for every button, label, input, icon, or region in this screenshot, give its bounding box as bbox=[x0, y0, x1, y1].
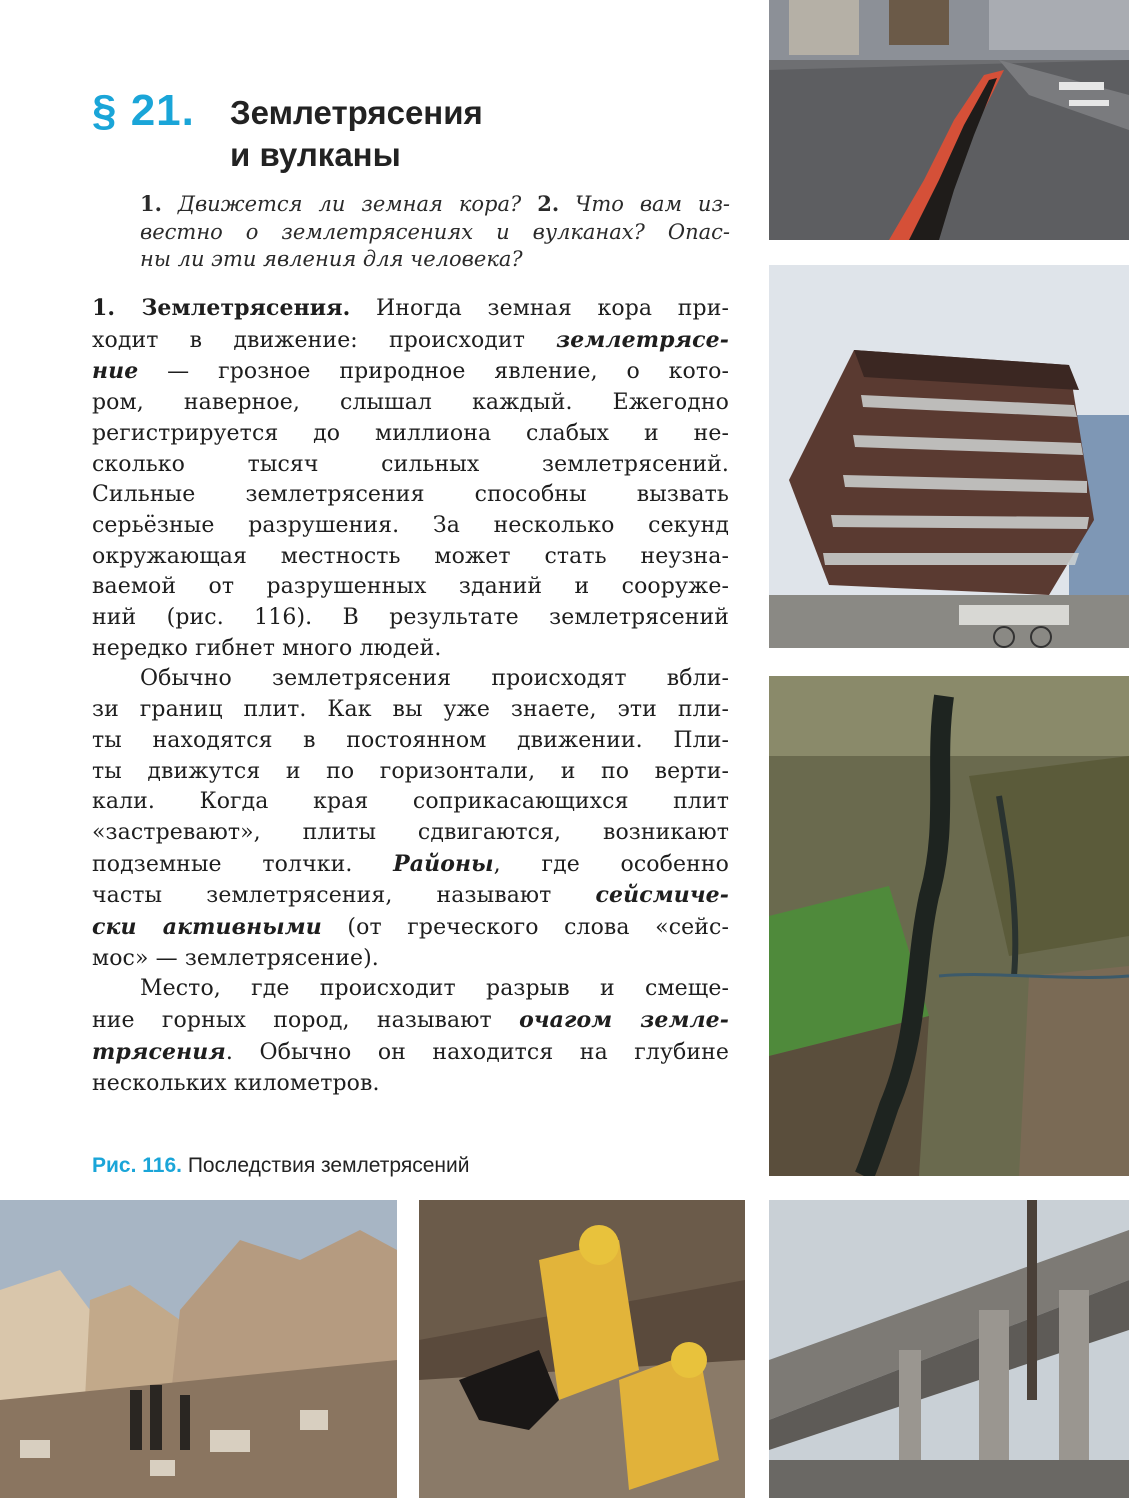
term-earthquake: землетрясе- bbox=[556, 326, 729, 353]
text-line bbox=[92, 293, 729, 325]
text-line: «застревают», плиты сдвигаются, возникают bbox=[92, 819, 729, 845]
text-line: Сильные землетрясения способны вызвать bbox=[92, 482, 729, 508]
section-heading: 1. Землетрясения. bbox=[92, 295, 351, 321]
questions-line-1 bbox=[140, 190, 730, 219]
figure-caption bbox=[92, 1154, 469, 1178]
text-line: сколько тысяч сильных землетрясений. bbox=[92, 451, 729, 477]
text-line: регистрируется до миллиона слабых и не- bbox=[92, 420, 729, 446]
text-line: нередко гибнет много людей. bbox=[92, 635, 442, 661]
intro-questions bbox=[140, 190, 730, 274]
term-earthquake-end: ние bbox=[92, 358, 139, 385]
term-seismic-end: ски активными bbox=[92, 914, 322, 941]
text-fragment: (от греческого слова «сейс- bbox=[321, 915, 729, 941]
text-line: Место, где происходит разрыв и смеще- bbox=[140, 976, 729, 1002]
question-1-text: Движется ли земная кора? bbox=[177, 192, 522, 216]
text-line: окружающая местность может стать неузна- bbox=[92, 543, 729, 569]
text-line: ром, наверное, слышал каждый. Ежегодно bbox=[92, 390, 729, 416]
question-2-number: 2. bbox=[537, 191, 560, 216]
text-fragment: , где особенно bbox=[493, 851, 729, 877]
text-fragment: — грозное природное явление, о кото- bbox=[138, 359, 729, 385]
photo-cracked-road bbox=[769, 0, 1129, 240]
text-fragment: ние горных пород, называют bbox=[92, 1008, 520, 1034]
text-line: ты движутся и по горизонтали, и по верти- bbox=[92, 758, 729, 784]
paragraph-number: § 21. bbox=[92, 86, 195, 135]
text-line: ты находятся в постоянном движении. Пли- bbox=[92, 727, 729, 753]
title-line-2: и вулканы bbox=[230, 136, 401, 173]
title-line-1: Землетрясения bbox=[230, 94, 483, 131]
text-line: нескольких километров. bbox=[92, 1070, 380, 1096]
term-focus-end: трясения bbox=[92, 1038, 226, 1065]
main-text bbox=[92, 293, 729, 1099]
text-line: ваемой от разрушенных зданий и сооруже- bbox=[92, 574, 729, 600]
text-line: Обычно землетрясения происходят вбли- bbox=[140, 666, 729, 692]
page-title bbox=[230, 92, 483, 176]
figure-label: Рис. 116. bbox=[92, 1154, 182, 1177]
photo-rescuers bbox=[419, 1200, 745, 1498]
photo-ruined-town bbox=[0, 1200, 397, 1498]
text-line: кали. Когда края соприкасающихся плит bbox=[92, 789, 729, 815]
text-fragment: . Обычно он находится на глубине bbox=[225, 1039, 729, 1065]
photo-collapsed-highway bbox=[769, 1200, 1129, 1498]
figure-caption-text: Последствия землетрясений bbox=[187, 1154, 470, 1177]
questions-line-3: ны ли эти явления для человека? bbox=[140, 247, 523, 271]
text-line bbox=[92, 356, 729, 388]
text-line: мос» — землетрясение). bbox=[92, 945, 379, 971]
questions-line-2: вестно о землетрясениях и вулканах? Опас- bbox=[140, 219, 730, 244]
photo-tilted-building bbox=[769, 265, 1129, 648]
term-seismic: сейсмиче- bbox=[595, 882, 729, 909]
text-fragment: часты землетрясения, называют bbox=[92, 883, 596, 909]
text-line bbox=[92, 880, 729, 912]
term-focus: очагом земле- bbox=[519, 1007, 730, 1034]
text-fragment: Иногда земная кора при- bbox=[375, 296, 729, 321]
question-1-number: 1. bbox=[140, 191, 162, 216]
text-line bbox=[92, 325, 729, 357]
text-line: серьёзные разрушения. За несколько секунд bbox=[92, 512, 729, 538]
photo-aerial-rift bbox=[769, 676, 1129, 1176]
text-line bbox=[92, 1005, 729, 1037]
term-regions: Районы bbox=[393, 850, 494, 877]
text-line bbox=[92, 849, 729, 881]
text-line bbox=[92, 912, 729, 944]
text-line: ний (рис. 116). В результате землетрясений bbox=[92, 605, 729, 631]
text-line bbox=[92, 1037, 729, 1069]
text-fragment: подземные толчки. bbox=[92, 851, 394, 877]
text-line: зи границ плит. Как вы уже знаете, эти пли- bbox=[92, 697, 729, 723]
question-2-text-part1: Что вам из- bbox=[575, 192, 731, 216]
text-fragment: ходит в движение: происходит bbox=[92, 327, 557, 353]
